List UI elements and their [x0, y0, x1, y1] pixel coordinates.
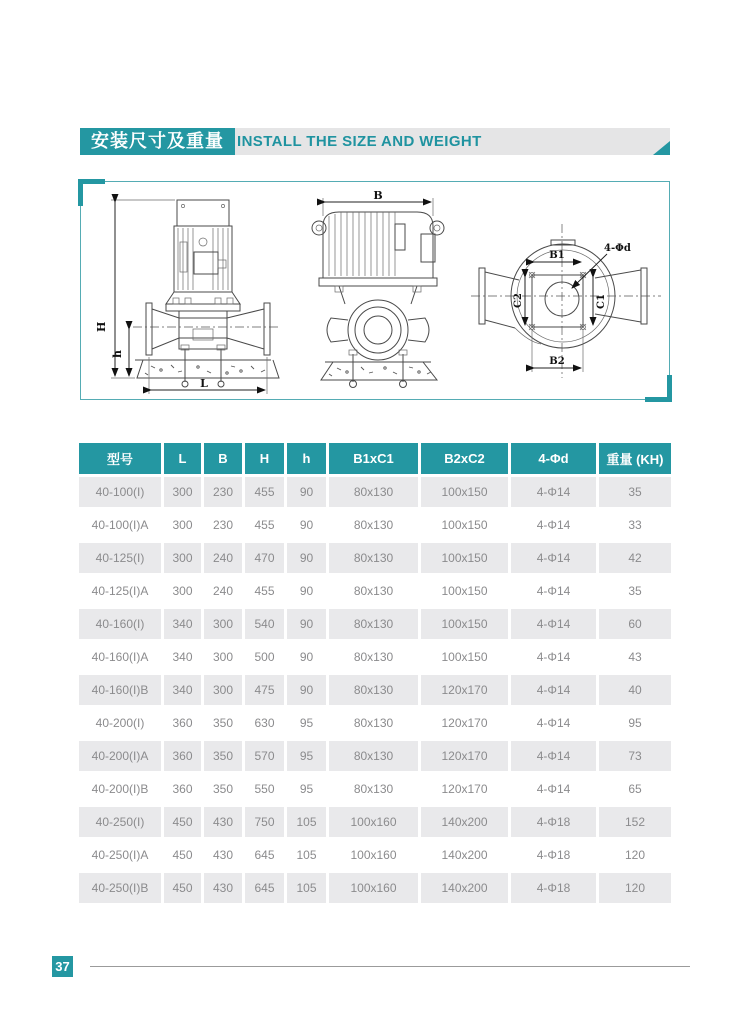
foundation-hatching: [329, 367, 431, 376]
table-cell: 455: [245, 576, 284, 606]
table-row: [79, 510, 671, 540]
column-header: 4-Φd: [511, 443, 596, 474]
pump-top-view-drawing: [471, 224, 661, 378]
dimension-diagram-box: [80, 181, 670, 400]
table-cell: 360: [164, 741, 201, 771]
table-cell: 300: [204, 609, 242, 639]
table-cell: 570: [245, 741, 284, 771]
table-cell: 40-200(I)A: [79, 741, 161, 771]
table-cell: 4-Φ18: [511, 807, 596, 837]
table-cell: 40-200(I)B: [79, 774, 161, 804]
foundation-hatching: [145, 365, 265, 375]
table-cell: 4-Φ14: [511, 543, 596, 573]
table-cell: 4-Φ14: [511, 675, 596, 705]
table-cell: 4-Φ14: [511, 510, 596, 540]
dim-label-B1: B1: [549, 250, 565, 261]
table-cell: 80x130: [329, 477, 418, 507]
dim-label-C1: C1: [596, 294, 607, 309]
table-cell: 33: [599, 510, 671, 540]
table-cell: 100x160: [329, 873, 418, 903]
table-cell: 300: [164, 477, 201, 507]
table-cell: 300: [164, 510, 201, 540]
table-cell: 100x150: [421, 642, 508, 672]
table-cell: 120x170: [421, 741, 508, 771]
table-cell: 100x150: [421, 477, 508, 507]
table-cell: 105: [287, 840, 326, 870]
table-cell: 120x170: [421, 708, 508, 738]
section-title-en: INSTALL THE SIZE AND WEIGHT: [237, 133, 482, 150]
table-cell: 43: [599, 642, 671, 672]
pump-front-view-drawing: [312, 189, 444, 388]
table-cell: 95: [287, 774, 326, 804]
table-cell: 4-Φ14: [511, 741, 596, 771]
table-header-row: [79, 443, 671, 474]
table-cell: 40-160(I)A: [79, 642, 161, 672]
table-cell: 40-250(I)A: [79, 840, 161, 870]
table-cell: 300: [164, 543, 201, 573]
table-cell: 100x160: [329, 840, 418, 870]
table-cell: 140x200: [421, 873, 508, 903]
table-cell: 540: [245, 609, 284, 639]
dim-label-B: B: [373, 189, 383, 202]
table-cell: 120: [599, 873, 671, 903]
section-header: [80, 128, 670, 155]
table-cell: 100x150: [421, 510, 508, 540]
dim-label-bolt: 4-Φd: [604, 243, 631, 254]
table-row: [79, 609, 671, 639]
table-cell: 80x130: [329, 609, 418, 639]
table-cell: 230: [204, 477, 242, 507]
table-cell: 40-100(I)A: [79, 510, 161, 540]
dim-label-L: L: [200, 377, 208, 390]
table-cell: 645: [245, 873, 284, 903]
table-body: [79, 477, 671, 903]
table-cell: 40-160(I): [79, 609, 161, 639]
table-cell: 90: [287, 510, 326, 540]
table-row: [79, 840, 671, 870]
pump-dimension-drawing: [81, 182, 669, 399]
table-row: [79, 642, 671, 672]
table-cell: 90: [287, 543, 326, 573]
table-cell: 350: [204, 708, 242, 738]
table-cell: 430: [204, 873, 242, 903]
table-cell: 550: [245, 774, 284, 804]
table-cell: 80x130: [329, 675, 418, 705]
table-row: [79, 873, 671, 903]
column-header: B: [204, 443, 242, 474]
table-cell: 645: [245, 840, 284, 870]
table-cell: 140x200: [421, 840, 508, 870]
table-cell: 80x130: [329, 708, 418, 738]
table-cell: 90: [287, 642, 326, 672]
table-cell: 40-125(I)A: [79, 576, 161, 606]
column-header: 重量 (KH): [599, 443, 671, 474]
table-cell: 100x150: [421, 543, 508, 573]
column-header: h: [287, 443, 326, 474]
table-cell: 4-Φ18: [511, 873, 596, 903]
table-cell: 73: [599, 741, 671, 771]
table-cell: 4-Φ14: [511, 609, 596, 639]
table-cell: 65: [599, 774, 671, 804]
dim-label-H: H: [95, 321, 108, 332]
column-header: H: [245, 443, 284, 474]
dimensions-table: [76, 440, 674, 906]
table-row: [79, 543, 671, 573]
table-cell: 80x130: [329, 741, 418, 771]
table-cell: 80x130: [329, 576, 418, 606]
table-cell: 230: [204, 510, 242, 540]
table-cell: 100x150: [421, 609, 508, 639]
table-cell: 90: [287, 609, 326, 639]
table-cell: 350: [204, 774, 242, 804]
table-cell: 100x160: [329, 807, 418, 837]
table-cell: 4-Φ14: [511, 642, 596, 672]
table-cell: 360: [164, 774, 201, 804]
corner-triangle-icon: [653, 141, 670, 155]
table-cell: 80x130: [329, 642, 418, 672]
page-number-badge: 37: [52, 956, 73, 977]
table-cell: 35: [599, 576, 671, 606]
dim-label-B2: B2: [549, 356, 565, 367]
table-cell: 95: [599, 708, 671, 738]
table-cell: 430: [204, 807, 242, 837]
table-cell: 450: [164, 840, 201, 870]
table-cell: 40-200(I): [79, 708, 161, 738]
table-row: [79, 477, 671, 507]
table-cell: 40-250(I)B: [79, 873, 161, 903]
column-header: B1xC1: [329, 443, 418, 474]
table-cell: 95: [287, 741, 326, 771]
table-cell: 120x170: [421, 675, 508, 705]
table-cell: 80x130: [329, 543, 418, 573]
table-row: [79, 675, 671, 705]
table-cell: 450: [164, 807, 201, 837]
table-cell: 455: [245, 510, 284, 540]
table-cell: 340: [164, 609, 201, 639]
column-header: 型号: [79, 443, 161, 474]
table-cell: 430: [204, 840, 242, 870]
pump-side-view-drawing: [95, 200, 281, 394]
bolt-hole-marks: [529, 272, 586, 330]
table-row: [79, 774, 671, 804]
footer-divider: [90, 966, 690, 967]
column-header: L: [164, 443, 201, 474]
table-cell: 120: [599, 840, 671, 870]
table-cell: 95: [287, 708, 326, 738]
dim-label-C2: C2: [513, 293, 524, 308]
table-cell: 40: [599, 675, 671, 705]
table-cell: 300: [164, 576, 201, 606]
table-cell: 105: [287, 807, 326, 837]
table-cell: 240: [204, 543, 242, 573]
table-cell: 750: [245, 807, 284, 837]
table-cell: 40-125(I): [79, 543, 161, 573]
table-cell: 90: [287, 675, 326, 705]
table-cell: 455: [245, 477, 284, 507]
table-cell: 152: [599, 807, 671, 837]
table-cell: 105: [287, 873, 326, 903]
table-cell: 470: [245, 543, 284, 573]
table-cell: 475: [245, 675, 284, 705]
table-cell: 630: [245, 708, 284, 738]
table-row: [79, 741, 671, 771]
table-cell: 140x200: [421, 807, 508, 837]
table-cell: 40-250(I): [79, 807, 161, 837]
table-row: [79, 576, 671, 606]
table-cell: 340: [164, 642, 201, 672]
table-cell: 500: [245, 642, 284, 672]
table-cell: 90: [287, 576, 326, 606]
section-title-zh: 安装尺寸及重量: [80, 128, 235, 155]
table-cell: 40-160(I)B: [79, 675, 161, 705]
table-row: [79, 807, 671, 837]
table-row: [79, 708, 671, 738]
table-cell: 350: [204, 741, 242, 771]
table-cell: 300: [204, 642, 242, 672]
table-cell: 4-Φ14: [511, 576, 596, 606]
table-cell: 450: [164, 873, 201, 903]
table-cell: 4-Φ18: [511, 840, 596, 870]
table-cell: 120x170: [421, 774, 508, 804]
table-cell: 40-100(I): [79, 477, 161, 507]
table-cell: 35: [599, 477, 671, 507]
table-cell: 240: [204, 576, 242, 606]
table-cell: 360: [164, 708, 201, 738]
table-cell: 80x130: [329, 510, 418, 540]
table-cell: 4-Φ14: [511, 708, 596, 738]
table-cell: 60: [599, 609, 671, 639]
table-cell: 90: [287, 477, 326, 507]
table-cell: 4-Φ14: [511, 477, 596, 507]
dim-label-h: h: [111, 350, 124, 358]
table-cell: 4-Φ14: [511, 774, 596, 804]
table-cell: 300: [204, 675, 242, 705]
table-cell: 340: [164, 675, 201, 705]
table-cell: 100x150: [421, 576, 508, 606]
column-header: B2xC2: [421, 443, 508, 474]
table-cell: 42: [599, 543, 671, 573]
table-cell: 80x130: [329, 774, 418, 804]
